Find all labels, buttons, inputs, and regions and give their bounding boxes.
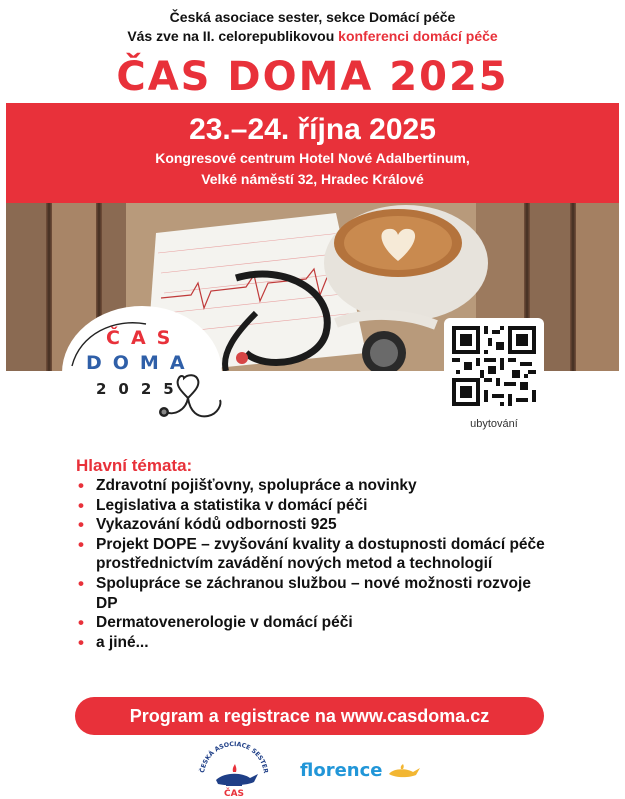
event-info-band (6, 103, 619, 203)
nurse-lamp-icon (196, 738, 272, 798)
topic-item: • Projekt DOPE – zvyšování kvality a dostupnosti domácí péče prostřednictvím zavádění nových metod a technologií (76, 535, 556, 574)
conference-type: konferenci domácí péče (338, 28, 498, 44)
accommodation-qr-code[interactable] (444, 318, 544, 414)
topic-list (76, 476, 556, 652)
topics-heading: Hlavní témata: (76, 456, 193, 475)
topic-item: • Legislativa a statistika v domácí péči (76, 496, 556, 516)
qr-code-icon (452, 326, 536, 406)
topic-item: • Vykazování kódů odbornosti 925 (76, 515, 556, 535)
event-date: 23.–24. října 2025 (189, 113, 436, 146)
logo-doma-text: DOMA (86, 352, 196, 374)
cas-doma-logo (62, 306, 222, 440)
florence-lamp-icon (387, 764, 421, 780)
venue-line-1: Kongresové centrum Hotel Nové Adalbertinum, (155, 150, 470, 166)
cas-abbr-text: ČAS (223, 789, 245, 798)
florence-logo (300, 760, 421, 790)
topic-item: • a jiné... (76, 633, 556, 653)
invitation-line (0, 27, 625, 46)
organizer-line: Česká asociace sester, sekce Domácí péče (169, 9, 456, 25)
topic-item: • Spolupráce se záchranou službou – nové možnosti rozvoje DP (76, 574, 556, 613)
logo-year-text: 2025 (96, 380, 186, 398)
qr-caption: ubytování (470, 418, 518, 430)
cas-arc-text: ČESKÁ ASOCIACE SESTER (199, 740, 269, 774)
venue-line-2: Velké náměstí 32, Hradec Králové (201, 171, 424, 187)
logo-cas-text: ČAS (106, 327, 182, 349)
page-title: ČAS DOMA 2025 (116, 54, 509, 100)
florence-wordmark: florence (300, 760, 383, 781)
topic-item: • Dermatovenerologie v domácí péči (76, 613, 556, 633)
invitation-header (0, 8, 625, 46)
invitation-prefix: Vás zve na II. celorepublikovou (127, 28, 339, 44)
topic-item: • Zdravotní pojišťovny, spolupráce a novinky (76, 476, 556, 496)
cas-association-logo (196, 738, 272, 798)
registration-link-button[interactable]: Program a registrace na www.casdoma.cz (75, 697, 544, 735)
main-topics (76, 456, 556, 652)
